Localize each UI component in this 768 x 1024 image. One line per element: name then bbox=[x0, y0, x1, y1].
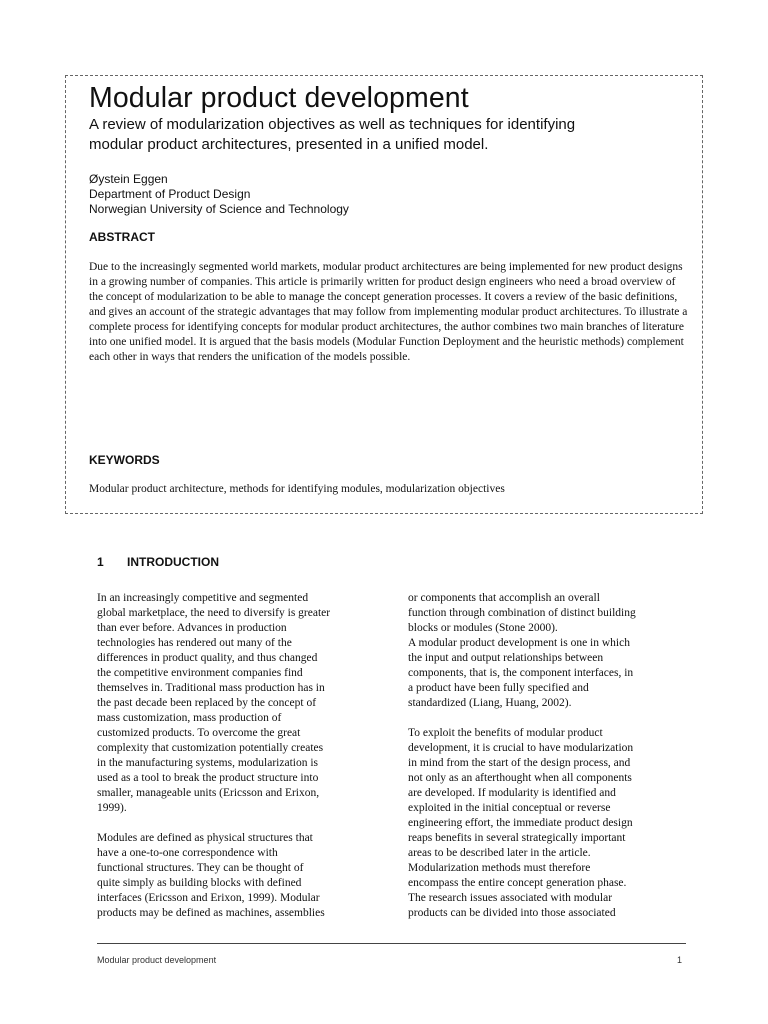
author-affiliation bbox=[89, 172, 349, 216]
keywords-heading: KEYWORDS bbox=[89, 453, 160, 467]
abstract-heading: ABSTRACT bbox=[89, 230, 155, 244]
body-text-line: development, it is crucial to have modularization bbox=[408, 742, 634, 754]
footer-divider bbox=[97, 943, 686, 944]
paragraph-gap bbox=[97, 816, 387, 831]
subtitle-line: modular product architectures, presented in a unified model. bbox=[89, 136, 489, 153]
body-text-line: encompass the entire concept generation phase. bbox=[408, 877, 627, 889]
body-text-line: The research issues associated with modular bbox=[408, 892, 613, 904]
body-text-line: areas to be described later in the article. bbox=[408, 847, 591, 859]
body-text-line: function through combination of distinct building bbox=[408, 607, 636, 619]
body-text-line: Modularization methods must therefore bbox=[408, 862, 591, 874]
body-text-line: A modular product development is one in which bbox=[408, 637, 630, 649]
body-text-line: used as a tool to break the product structure into bbox=[97, 772, 319, 784]
footer-running-title: Modular product development bbox=[97, 955, 217, 965]
body-text-line: exploited in the initial conceptual or reverse bbox=[408, 802, 611, 814]
body-text-line: are developed. If modularity is identified and bbox=[408, 787, 616, 799]
body-text-line: reaps benefits in several strategically important bbox=[408, 832, 626, 844]
body-text-line: not only as an afterthought when all components bbox=[408, 772, 632, 784]
paragraph-gap bbox=[408, 711, 698, 726]
body-text-line: a product have been fully specified and bbox=[408, 682, 589, 694]
body-text-line: in mind from the start of the design process, and bbox=[408, 757, 631, 769]
body-text-line: or components that accomplish an overall bbox=[408, 592, 600, 604]
body-text-line: standardized (Liang, Huang, 2002). bbox=[408, 697, 572, 709]
document-subtitle bbox=[89, 115, 699, 155]
body-text-line: engineering effort, the immediate product design bbox=[408, 817, 633, 829]
abstract-text: Due to the increasingly segmented world markets, modular product architectures are being implemented for new product designs in a growing number of companies. This article is primarily written for product design engineers who need a broad overview of the concept of modularization to be able to manage the concept generation processes. It covers a review of the basic definitions, and gives an account of the strategic advantages that may follow from implementing modular product architectures. To illustrate a complete process for identifying concepts for modular product architectures, the author combines two main branches of literature into one unified model. It is argued that the basis models (Modular Function Deployment and the heuristic methods) complement each other in ways that renders the unification of the models possible. bbox=[89, 261, 688, 363]
section-title: INTRODUCTION bbox=[127, 555, 219, 569]
keywords-text: Modular product architecture, methods for identifying modules, modularization objectives bbox=[89, 483, 505, 495]
subtitle-line: A review of modularization objectives as well as techniques for identifying bbox=[89, 116, 576, 133]
body-text-line: the past decade been replaced by the concept of bbox=[97, 697, 317, 709]
body-text-line: in the manufacturing systems, modularization is bbox=[97, 757, 319, 769]
body-text-line: products can be divided into those associated bbox=[408, 907, 616, 919]
body-text-line: smaller, manageable units (Ericsson and Erixon, bbox=[97, 787, 320, 799]
author-university: Norwegian University of Science and Technology bbox=[89, 201, 349, 216]
section-heading bbox=[97, 554, 219, 570]
body-text-line: global marketplace, the need to diversify is greater bbox=[97, 607, 331, 619]
body-text-line: mass customization, mass production of bbox=[97, 712, 282, 724]
body-text-line: Modules are defined as physical structures that bbox=[97, 832, 313, 844]
footer-page-number: 1 bbox=[676, 955, 682, 965]
body-text-line: customized products. To overcome the great bbox=[97, 727, 301, 739]
body-text-line: the input and output relationships between bbox=[408, 652, 604, 664]
body-text-line: To exploit the benefits of modular product bbox=[408, 727, 603, 739]
body-text-line: differences in product quality, and thus changed bbox=[97, 652, 318, 664]
author-name: Øystein Eggen bbox=[89, 172, 168, 186]
document-title: Modular product development bbox=[89, 82, 469, 114]
body-text-line: 1999). bbox=[97, 802, 127, 814]
body-text-line: components, that is, the component interfaces, in bbox=[408, 667, 634, 679]
body-text-line: themselves in. Traditional mass production has in bbox=[97, 682, 325, 694]
author-department: Department of Product Design bbox=[89, 186, 251, 201]
body-text-line: than ever before. Advances in production bbox=[97, 622, 287, 634]
body-text-line: technologies has rendered out many of the bbox=[97, 637, 292, 649]
body-column-left bbox=[97, 591, 387, 921]
body-text-line: the competitive environment companies find bbox=[97, 667, 303, 679]
body-text-line: In an increasingly competitive and segmented bbox=[97, 592, 309, 604]
body-text-line: blocks or modules (Stone 2000). bbox=[408, 622, 558, 634]
body-text-line: complexity that customization potentially creates bbox=[97, 742, 324, 754]
body-column-right bbox=[408, 591, 698, 921]
body-text-line: interfaces (Ericsson and Erixon, 1999). Modular bbox=[97, 892, 320, 904]
section-number: 1 bbox=[97, 555, 104, 569]
body-text-line: functional structures. They can be thought of bbox=[97, 862, 304, 874]
body-text-line: products may be defined as machines, assemblies bbox=[97, 907, 325, 919]
body-text-line: quite simply as building blocks with defined bbox=[97, 877, 302, 889]
body-text-line: have a one-to-one correspondence with bbox=[97, 847, 278, 859]
